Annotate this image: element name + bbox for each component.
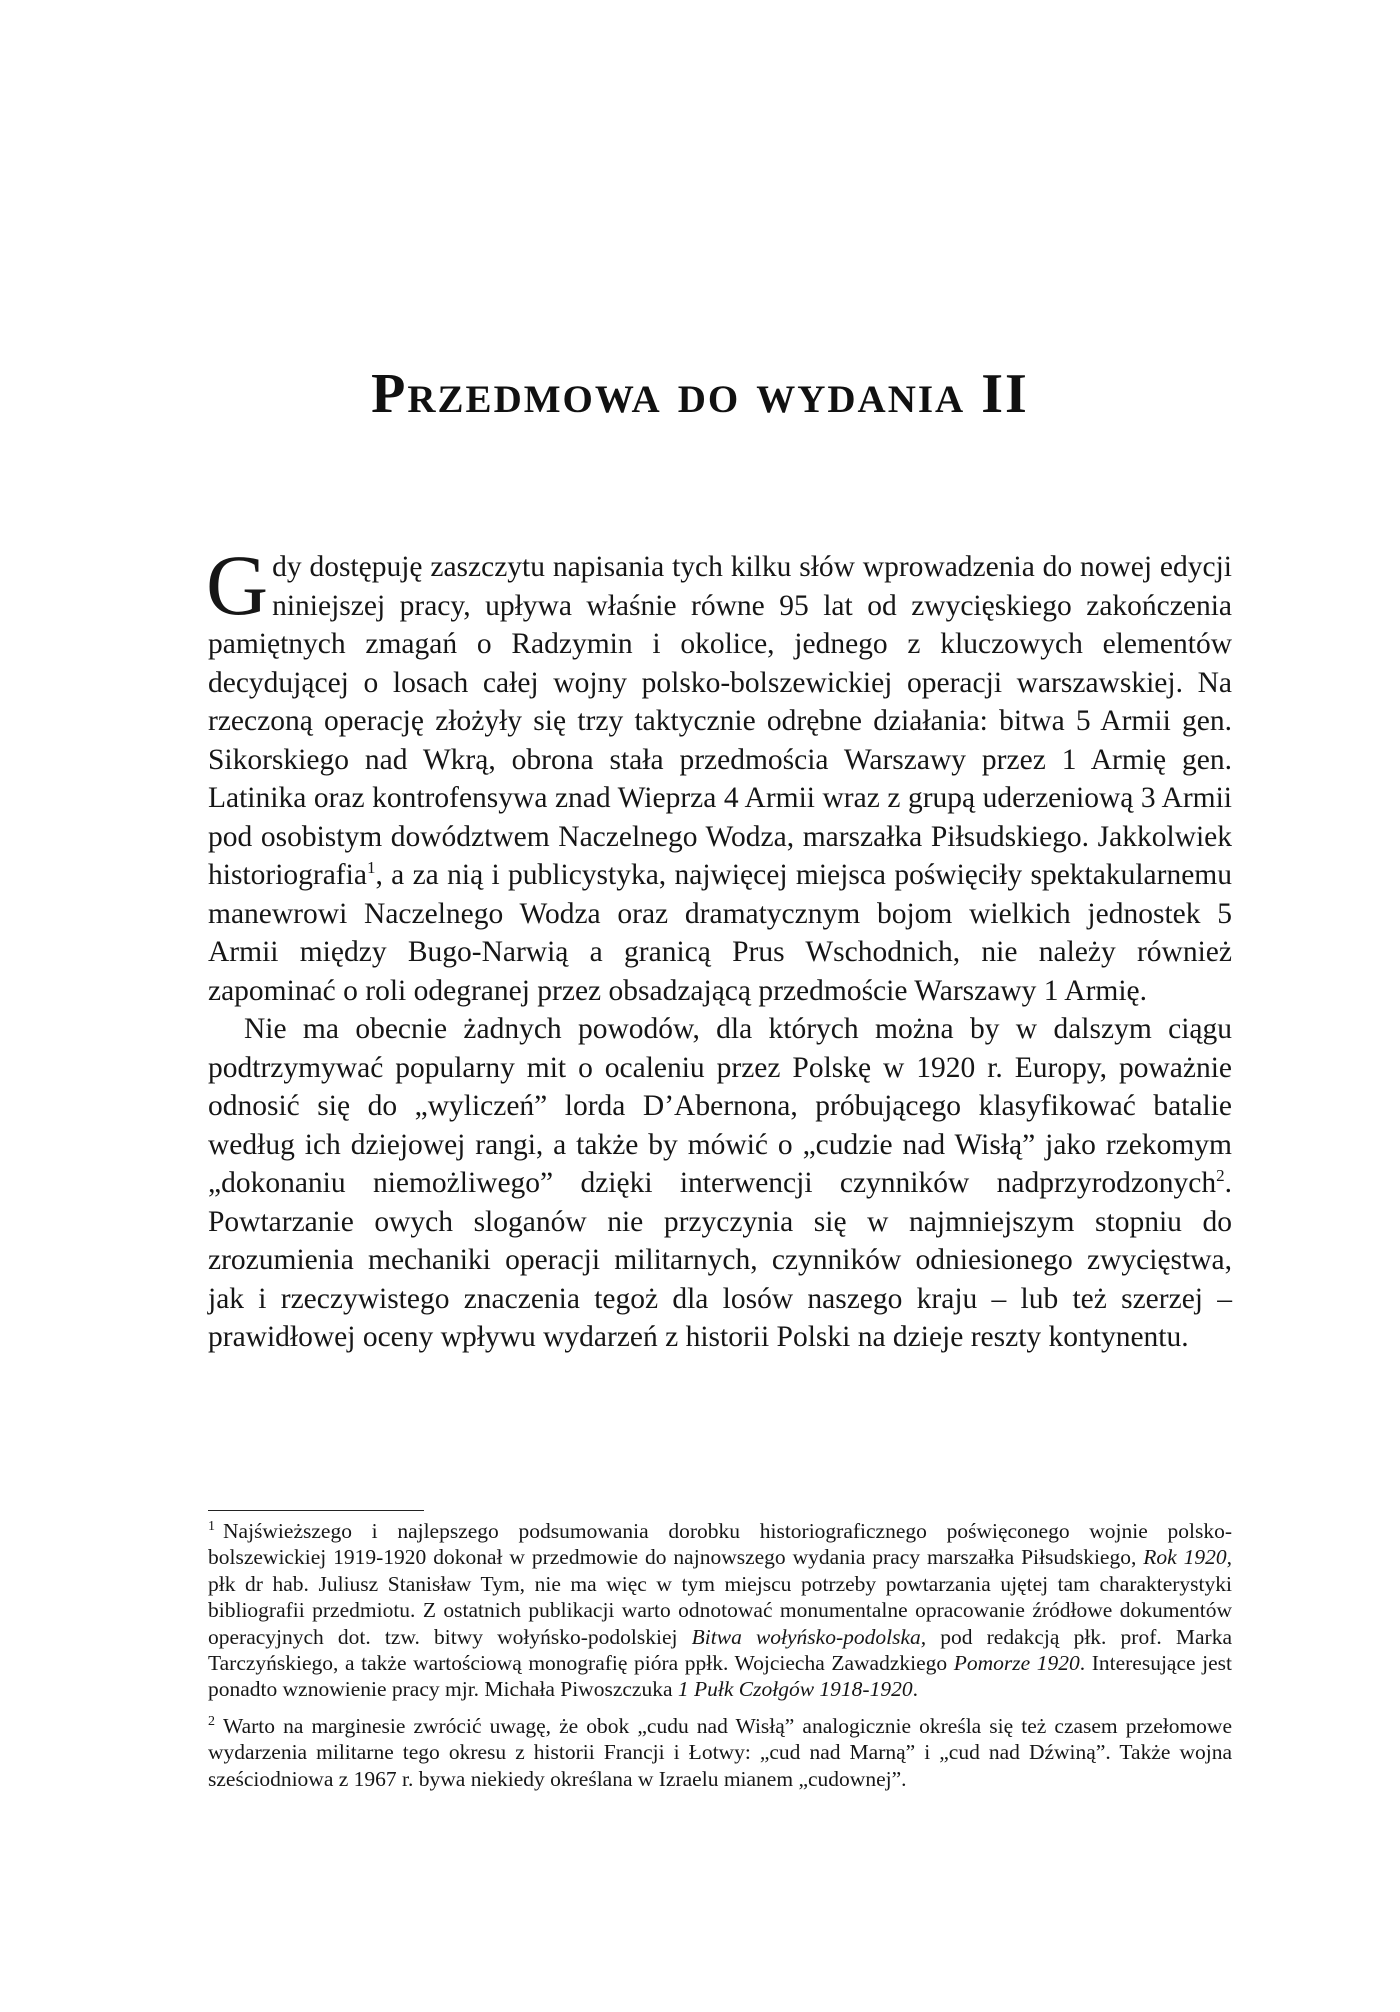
footnote-1-title-1: Rok 1920 xyxy=(1143,1545,1227,1570)
drop-cap: G xyxy=(206,537,269,633)
paragraph-1-text-b: , a za nią i publicystyka, najwięcej miejsca poświęciły spektakularnemu manewrowi Naczelnego Wodza oraz dramatycznym bojom wielkich jednostek 5 Armii między Bugo-Narwią a granicą Prus Wschodnich, nie należy również zapominać o roli odegranej przez obsadzającą przedmoście Warszawy 1 Armię. xyxy=(208,859,1232,1007)
footnote-1-text-3: pod redakcją płk. prof. Marka Tarczyńskiego, a także wartościową monografię pióra ppłk. Wojciecha Zawadzkiego xyxy=(208,1624,1232,1676)
paragraph-2-text-a: Nie ma obecnie żadnych powodów, dla których można by w dalszym ciągu podtrzymywać popularny mit o ocaleniu przez Polskę w 1920 r. Europy, poważnie odnosić się do „wyliczeń” lorda D’Abernona, próbującego klasyfikować batalie według ich dziejowej rangi, a także by mówić o „cudzie nad Wisłą” jako rzekomym „dokonaniu niemożliwego” dzięki interwencji czynników nadprzyrodzonych xyxy=(208,1013,1232,1199)
footnote-2 xyxy=(208,1713,1232,1792)
footnote-2-number: 2 xyxy=(208,1713,215,1729)
footnote-1-title-3: Pomorze 1920 xyxy=(953,1651,1080,1676)
footnote-1-title-4: 1 Pułk Czołgów 1918-1920 xyxy=(677,1677,913,1702)
footnote-1-title-2: Bitwa wołyńsko-podolska, xyxy=(691,1624,927,1649)
footnote-1-text-2: , płk dr hab. Juliusz Stanisław Tym, nie ma więc w tym miejscu potrzeby powtarzania ujętej tam charakterystyki bibliografii przedmiotu. Z ostatnich publikacji warto odnotować monumentalne opracowanie źródłowe dokumentów operacyjnych dot. tzw. bitwy wołyńsko-podolskiej xyxy=(208,1545,1232,1649)
paragraph-2-text-b: . Powtarzanie owych sloganów nie przyczynia się w najmniejszym stopniu do zrozumienia mechaniki operacji militarnych, czynników odniesionego zwycięstwa, jak i rzeczywistego znaczenia tegoż dla losów naszego kraju – lub też szerzej – prawidłowej oceny wpływu wydarzeń z historii Polski na dzieje reszty kontynentu. xyxy=(208,1167,1232,1353)
paragraph-1-text-a: dy dostępuję zaszczytu napisania tych kilku słów wprowadzenia do nowej edycji niniejszej pracy, upływa właśnie równe 95 lat od zwycięskiego zakończenia pamiętnych zmagań o Radzymin i okolice, jednego z kluczowych elementów decydującej o losach całej wojny polsko-bolszewickiej operacji warszawskiej. Na rzeczoną operację złożyły się trzy taktycznie odrębne działania: bitwa 5 Armii gen. Sikorskiego nad Wkrą, obrona stała przedmościa Warszawy przez 1 Armię gen. Latinika oraz kontrofensywa znad Wieprza 4 Armii wraz z grupą uderzeniową 3 Armii pod osobistym dowództwem Naczelnego Wodza, marszałka Piłsudskiego. Jakkolwiek historiografia xyxy=(208,551,1232,891)
main-text xyxy=(206,537,1232,1357)
chapter-title: Przedmowa do wydania II xyxy=(371,363,1029,425)
footnote-1-text-5: . xyxy=(912,1677,918,1702)
paragraph-1 xyxy=(206,537,1232,1010)
footnote-ref-1[interactable]: 1 xyxy=(366,858,376,878)
footnote-1-text-4: . Interesujące jest ponadto wznowienie pracy mjr. Michała Piwoszczuka xyxy=(208,1651,1232,1702)
footnote-divider xyxy=(208,1510,424,1511)
footnote-1 xyxy=(208,1518,1232,1703)
footnote-2-text: Warto na marginesie zwrócić uwagę, że obok „cudu nad Wisłą” analogicznie określa się też czasem przełomowe wydarzenia militarne tego okresu z historii Francji i Łotwy: „cud nad Marną” i „cud nad Dźwiną”. Także wojna sześciodniowa z 1967 r. bywa niekiedy określana w Izraelu mianem „cudownej”. xyxy=(208,1713,1232,1791)
footnotes xyxy=(208,1518,1232,1802)
footnote-1-text-1: Najświeższego i najlepszego podsumowania dorobku historiograficznego poświęconego wojnie polsko-bolszewickiej 1919-1920 dokonał w przedmowie do najnowszego wydania pracy marszałka Piłsudskiego, xyxy=(208,1519,1232,1570)
paragraph-2 xyxy=(208,1010,1232,1357)
footnote-ref-2[interactable]: 2 xyxy=(1216,1166,1225,1186)
footnote-1-number: 1 xyxy=(208,1518,215,1534)
